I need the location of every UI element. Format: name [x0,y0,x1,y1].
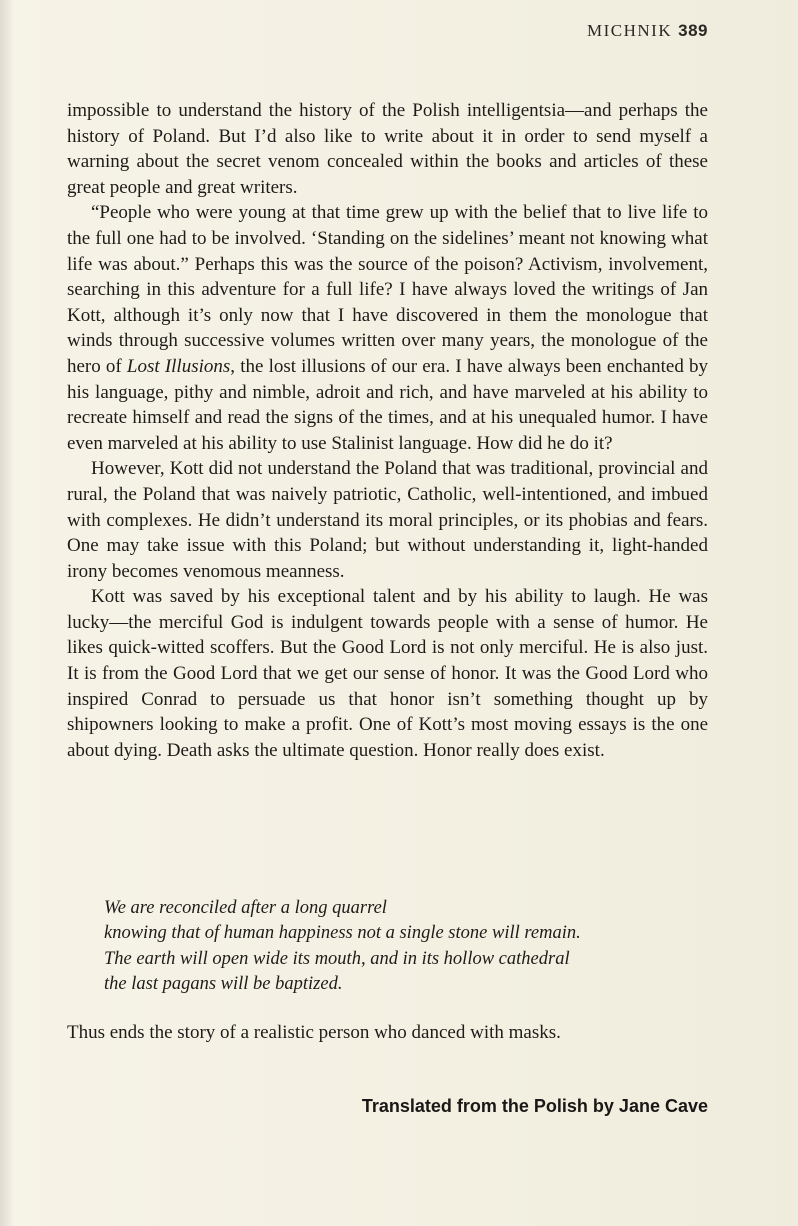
page-number: 389 [678,21,708,40]
paragraph-2-text: “People who were young at that time grew up with the belief that to live life to the full one had to be involved. ‘Standing on the sidelines’ meant not knowing what life was about.” Perhaps this was the source of the poison? Activism, involvement, searching in this adventure for a full life? I have always loved the writings of Jan Kott, although it’s only now that I have discovered in them the monologue that winds through successive volumes written over many years, the monologue of the hero of [67,202,708,377]
paragraph-2 [67,200,708,456]
paragraph-2-text-continued: , the lost illusions of our era. I have always been enchanted by his language, pithy and nimble, adroit and rich, and have marveled at his ability to recreate himself and read the signs of the times, and at his unequaled humor. I have even marveled at his ability to use Stalinist language. How did he do it? [67,355,708,454]
verse-quotation [104,896,708,998]
book-title-lost-illusions: Lost Illusions [126,355,231,377]
paragraph-3: However, Kott did not understand the Poland that was traditional, provincial and rural, the Poland that was naively patriotic, Catholic, well-intentioned, and imbued with complexes. He didn’t understand its moral principles, or its phobias and fears. One may take issue with this Poland; but without understanding it, light-handed irony becomes venomous meanness. [67,458,708,582]
verse-line: knowing that of human happiness not a single stone will remain. [104,923,581,944]
verse-line: the last pagans will be baptized. [104,974,343,995]
running-head [587,21,708,41]
running-head-author: MICHNIK [587,21,673,40]
verse-line: The earth will open wide its mouth, and in its hollow cathedral [104,948,570,969]
paragraph-1: impossible to understand the history of the Polish intelligentsia—and perhaps the history of Poland. But I’d also like to write about it in order to send myself a warning about the secret venom concealed within the books and articles of these great people and great writers. [67,100,708,198]
gutter-shadow [0,0,14,1226]
body-text [67,98,708,763]
closing-line: Thus ends the story of a realistic person who danced with masks. [67,1022,561,1043]
verse-line: We are reconciled after a long quarrel [104,898,387,918]
translation-credit: Translated from the Polish by Jane Cave [361,1096,708,1116]
paragraph-4: Kott was saved by his exceptional talent and by his ability to laugh. He was lucky—the merciful God is indulgent towards people with a sense of humor. He likes quick-witted scoffers. But the Good Lord is not only merciful. He is also just. It is from the Good Lord that we get our sense of honor. It was the Good Lord who inspired Conrad to persuade us that honor isn’t something thought up by shipowners looking to make a profit. One of Kott’s most moving essays is the one about dying. Death asks the ultimate question. Honor really does exist. [67,586,708,761]
